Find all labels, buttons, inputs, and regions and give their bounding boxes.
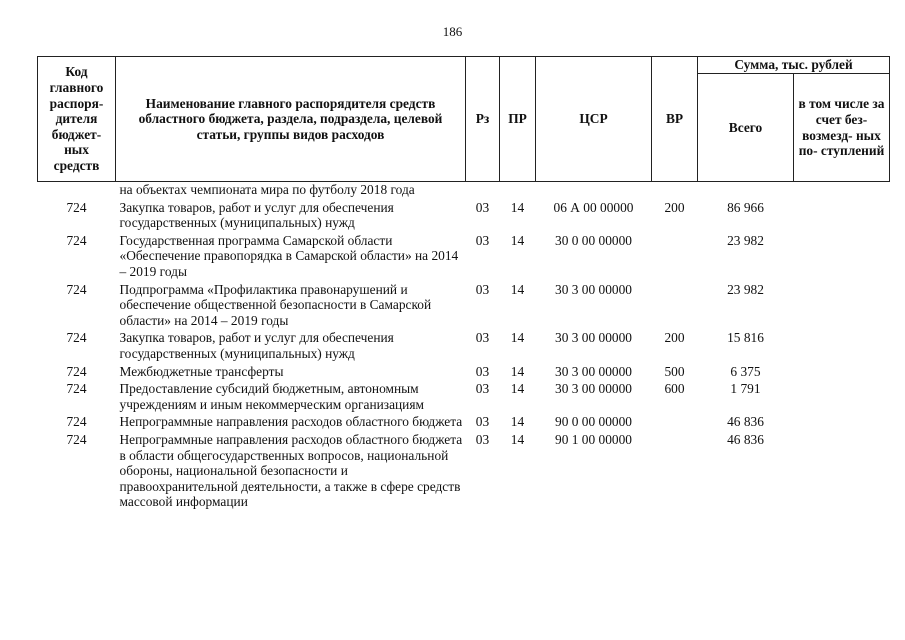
header-pr: ПР	[500, 57, 536, 182]
row-grants	[794, 200, 890, 233]
table-row	[38, 330, 890, 363]
row-name: Предоставление субсидий бюджетным, автономным учреждениям и иным некоммерческим организациям	[119, 381, 424, 412]
row-rz: 03	[475, 414, 490, 430]
row-csr: 30 0 00 00000	[555, 232, 632, 248]
row-vr	[652, 414, 698, 432]
row-pr: 14	[510, 232, 525, 248]
row-total: 23 982	[727, 232, 764, 248]
row-pr: 14	[510, 281, 525, 297]
row-code: 724	[66, 381, 87, 397]
table-row	[38, 364, 890, 382]
row-name: Закупка товаров, работ и услуг для обеспечения государственных (муниципальных) нужд	[119, 330, 394, 361]
table-row	[38, 381, 890, 414]
row-grants	[794, 282, 890, 331]
row-vr	[652, 432, 698, 512]
row-total: 6 375	[730, 363, 761, 379]
row-name: Межбюджетные трансферты	[119, 363, 284, 379]
row-rz: 03	[475, 330, 490, 346]
table-row	[38, 233, 890, 282]
header-sum: Сумма, тыс. рублей	[698, 57, 890, 74]
row-rz: 03	[475, 232, 490, 248]
row-total: 23 982	[727, 281, 764, 297]
row-vr: 600	[664, 381, 685, 397]
continuation-text: на объектах чемпионата мира по футболу 2018 года	[119, 182, 415, 197]
page-number: 186	[442, 24, 463, 39]
header-vr: ВР	[652, 57, 698, 182]
header-code: Код главного распоря- дителя бюджет- ных средств	[38, 57, 116, 182]
row-total: 86 966	[727, 199, 764, 215]
row-grants	[794, 233, 890, 282]
row-pr: 14	[510, 431, 525, 447]
row-rz: 03	[475, 281, 490, 297]
row-total: 1 791	[730, 381, 761, 397]
row-csr: 90 0 00 00000	[555, 414, 632, 430]
row-name: Непрограммные направления расходов областного бюджета в области общегосударственных вопросов, национальной обороны, национальной безопасности и правоохранительной деятельности, а также в сфере средств массовой информации	[119, 431, 463, 510]
row-pr: 14	[510, 381, 525, 397]
row-name: Непрограммные направления расходов областного бюджета	[119, 414, 463, 430]
continuation-row	[38, 182, 890, 200]
row-code: 724	[66, 363, 87, 379]
row-csr: 30 3 00 00000	[555, 330, 632, 346]
header-csr: ЦСР	[536, 57, 652, 182]
row-vr: 500	[664, 363, 685, 379]
row-csr: 06 А 00 00000	[553, 199, 634, 215]
budget-table	[37, 56, 890, 512]
row-name: Государственная программа Самарской области «Обеспечение правопорядка в Самарской области» на 2014 – 2019 годы	[119, 232, 459, 279]
row-total: 46 836	[727, 414, 764, 430]
header-grants: в том числе за счет без- возмезд- ных по- ступлений	[794, 74, 890, 182]
table-row	[38, 200, 890, 233]
row-csr: 90 1 00 00000	[555, 431, 632, 447]
row-csr: 30 3 00 00000	[555, 281, 632, 297]
row-code: 724	[66, 414, 87, 430]
row-rz: 03	[475, 381, 490, 397]
row-rz: 03	[475, 199, 490, 215]
row-grants	[794, 414, 890, 432]
row-total: 46 836	[727, 431, 764, 447]
row-grants	[794, 364, 890, 382]
row-grants	[794, 381, 890, 414]
row-code: 724	[66, 281, 87, 297]
row-code: 724	[66, 431, 87, 447]
row-pr: 14	[510, 363, 525, 379]
row-csr: 30 3 00 00000	[555, 381, 632, 397]
row-total: 15 816	[727, 330, 764, 346]
table-row	[38, 432, 890, 512]
row-grants	[794, 330, 890, 363]
row-pr: 14	[510, 330, 525, 346]
row-rz: 03	[475, 363, 490, 379]
header-name: Наименование главного распорядителя средств областного бюджета, раздела, подраздела, целевой статьи, группы видов расходов	[116, 57, 466, 182]
row-name: Закупка товаров, работ и услуг для обеспечения государственных (муниципальных) нужд	[119, 199, 394, 231]
row-grants	[794, 432, 890, 512]
row-code: 724	[66, 330, 87, 346]
row-pr: 14	[510, 199, 525, 215]
table-row	[38, 282, 890, 331]
row-csr: 30 3 00 00000	[555, 363, 632, 379]
row-code: 724	[66, 199, 87, 215]
table-row	[38, 414, 890, 432]
row-rz: 03	[475, 431, 490, 447]
row-vr: 200	[664, 199, 685, 215]
row-vr	[652, 233, 698, 282]
row-pr: 14	[510, 414, 525, 430]
row-vr	[652, 282, 698, 331]
row-name: Подпрограмма «Профилактика правонарушений и обеспечение общественной безопасности в Самарской области» на 2014 – 2019 годы	[119, 281, 432, 328]
header-total: Всего	[698, 74, 794, 182]
header-rz: Рз	[466, 57, 500, 182]
row-code: 724	[66, 232, 87, 248]
row-vr: 200	[664, 330, 685, 346]
